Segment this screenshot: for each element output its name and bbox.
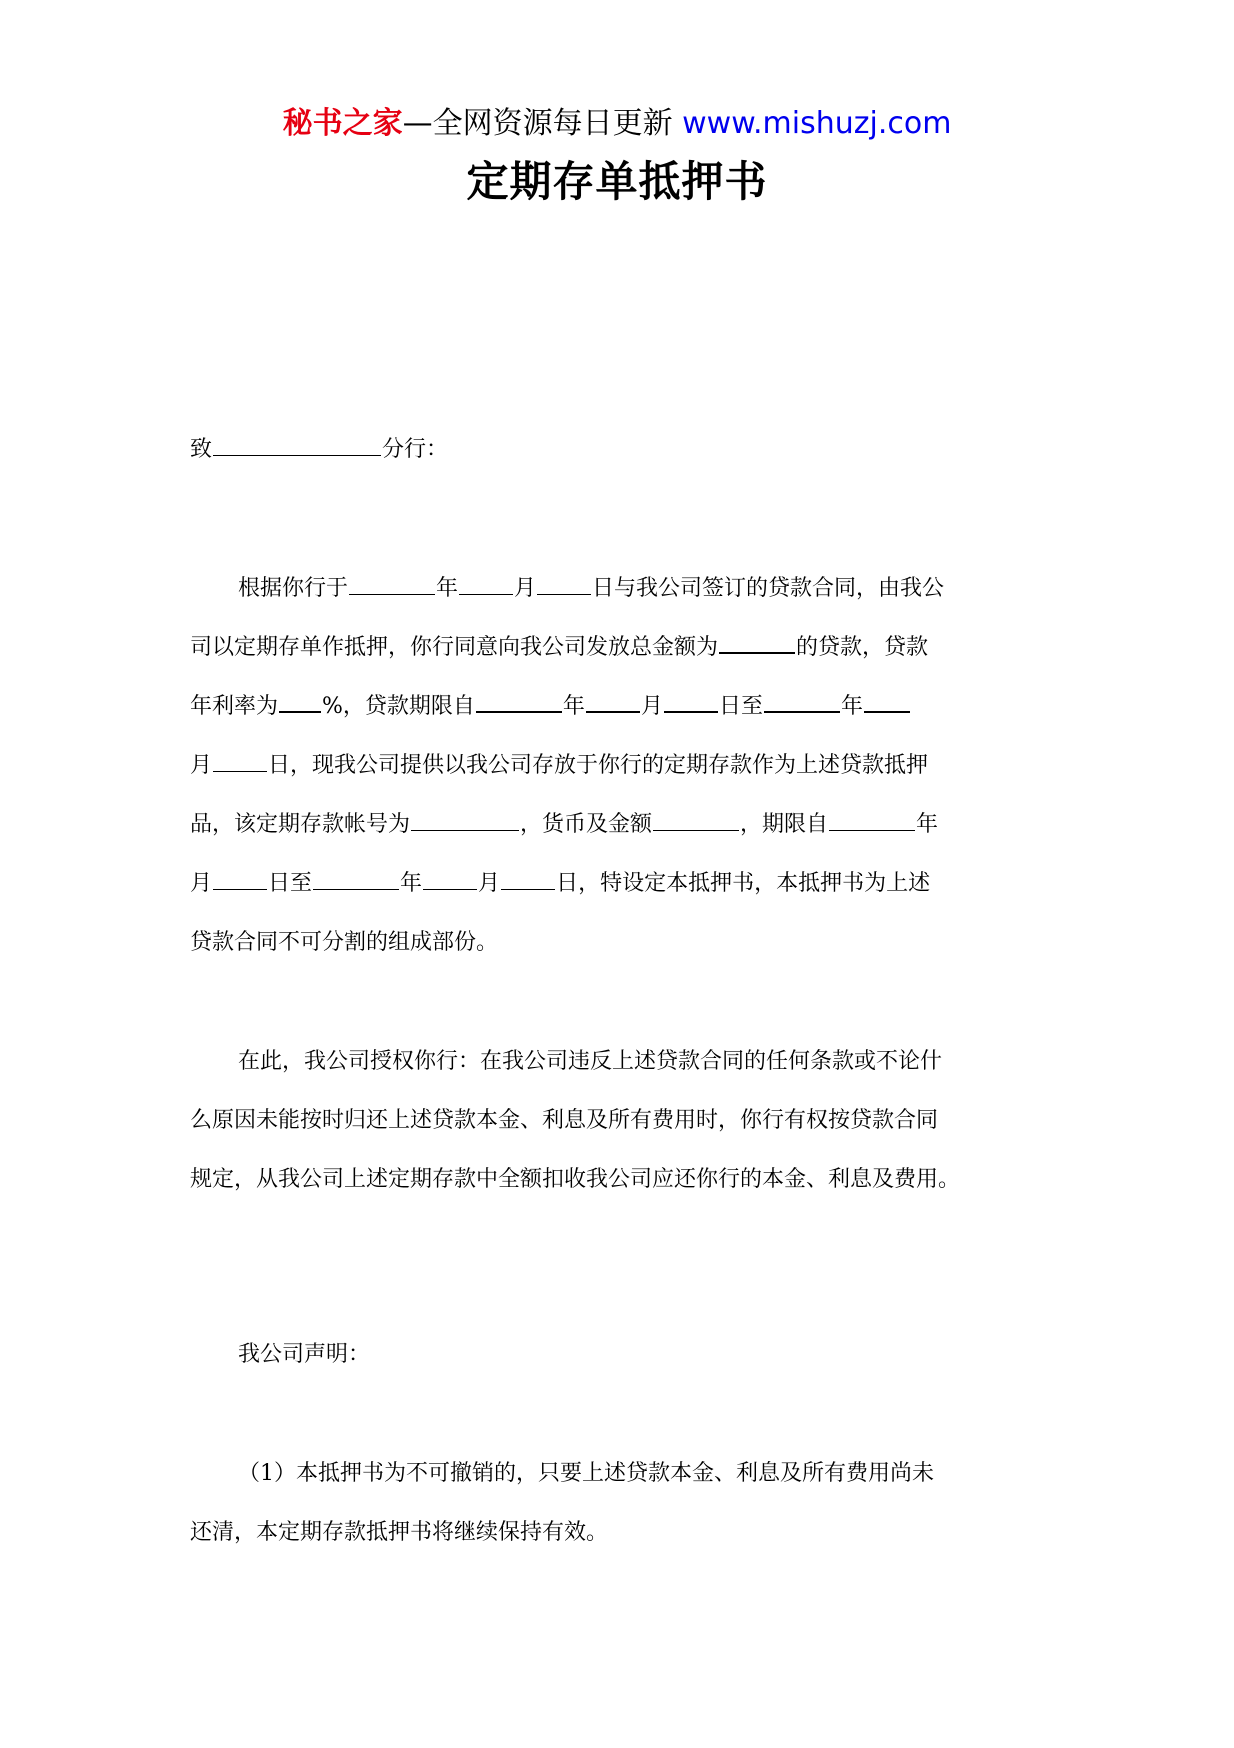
para2-line: 在此，我公司授权你行：在我公司违反上述贷款合同的任何条款或不论什 <box>238 1049 943 1074</box>
loan-end-day-blank[interactable] <box>213 751 267 772</box>
clause1-line: 还清，本定期存款抵押书将继续保持有效。 <box>190 1520 609 1545</box>
site-url-link[interactable]: www.mishuzj.com <box>682 106 952 141</box>
salutation-prefix: 致 <box>190 437 213 462</box>
document-title: 定期存单抵押书 <box>466 157 768 206</box>
para1-text: 的贷款，贷款 <box>796 635 929 660</box>
para1-text: %，贷款期限自 <box>322 694 475 719</box>
para1-text: 日至 <box>718 694 763 719</box>
para1-text: 日，特设定本抵押书，本抵押书为上述 <box>556 871 931 896</box>
para1-text: 月 <box>478 871 501 896</box>
para1-text: 月 <box>640 694 663 719</box>
deposit-start-year-blank[interactable] <box>829 810 915 831</box>
loan-start-year-blank[interactable] <box>476 691 562 713</box>
site-banner <box>0 104 1234 144</box>
interest-rate-blank[interactable] <box>279 691 321 713</box>
deposit-end-day-blank[interactable] <box>501 869 555 890</box>
para1-text: ，货币及金额 <box>520 812 653 837</box>
para1-text: 年利率为 <box>190 694 279 719</box>
salutation-line <box>190 420 1050 479</box>
para1-text: 年 <box>840 694 863 719</box>
para2-line: 规定，从我公司上述定期存款中全额扣收我公司应还你行的本金、利息及费用。 <box>190 1167 961 1192</box>
site-brand: 秘书之家 <box>282 106 403 141</box>
para1-text: 根据你行于 <box>238 576 349 601</box>
declaration-text: 我公司声明： <box>238 1342 371 1367</box>
para2-line: 么原因未能按时归还上述贷款本金、利息及所有费用时，你行有权按贷款合同 <box>190 1108 939 1133</box>
deposit-end-month-blank[interactable] <box>423 869 477 890</box>
para1-text: 贷款合同不可分割的组成部份。 <box>190 930 499 955</box>
para1-text: 年 <box>436 576 459 601</box>
para1-text: 年 <box>562 694 585 719</box>
para1-text: 日至 <box>268 871 313 896</box>
total-amount-blank[interactable] <box>719 632 795 654</box>
loan-start-day-blank[interactable] <box>664 691 718 713</box>
para1-text: 年 <box>400 871 423 896</box>
loan-end-month-blank[interactable] <box>864 691 910 713</box>
contract-day-blank[interactable] <box>537 574 591 595</box>
clause1-line: （1）本抵押书为不可撤销的，只要上述贷款本金、利息及所有费用尚未 <box>238 1461 934 1486</box>
branch-name-blank[interactable] <box>213 435 381 456</box>
para1-text: 月 <box>190 753 213 778</box>
loan-start-month-blank[interactable] <box>586 691 640 713</box>
para1-text: 日，现我公司提供以我公司存放于你行的定期存款作为上述贷款抵押 <box>268 753 929 778</box>
para1-text: 日与我公司签订的贷款合同，由我公 <box>592 576 945 601</box>
document-body <box>190 420 1050 1562</box>
para1-text: ，期限自 <box>740 812 829 837</box>
contract-year-blank[interactable] <box>349 574 435 595</box>
para1-text: 年 <box>916 812 939 837</box>
account-number-blank[interactable] <box>411 810 519 831</box>
paragraph-loan-contract <box>190 559 1050 972</box>
clause-1 <box>190 1444 1050 1562</box>
contract-month-blank[interactable] <box>459 574 513 595</box>
site-slogan: —全网资源每日更新 <box>402 106 683 141</box>
para1-text: 司以定期存单作抵押，你行同意向我公司发放总金额为 <box>190 635 719 660</box>
loan-end-year-blank[interactable] <box>764 691 840 713</box>
declaration-heading <box>190 1325 1050 1384</box>
salutation-suffix: 分行： <box>382 437 449 462</box>
deposit-end-year-blank[interactable] <box>313 869 399 890</box>
deposit-start-month-blank[interactable] <box>213 869 267 890</box>
paragraph-authorization <box>190 1032 1050 1209</box>
para1-text: 月 <box>514 576 537 601</box>
para1-text: 品，该定期存款帐号为 <box>190 812 411 837</box>
currency-amount-blank[interactable] <box>653 810 739 831</box>
para1-text: 月 <box>190 871 213 896</box>
